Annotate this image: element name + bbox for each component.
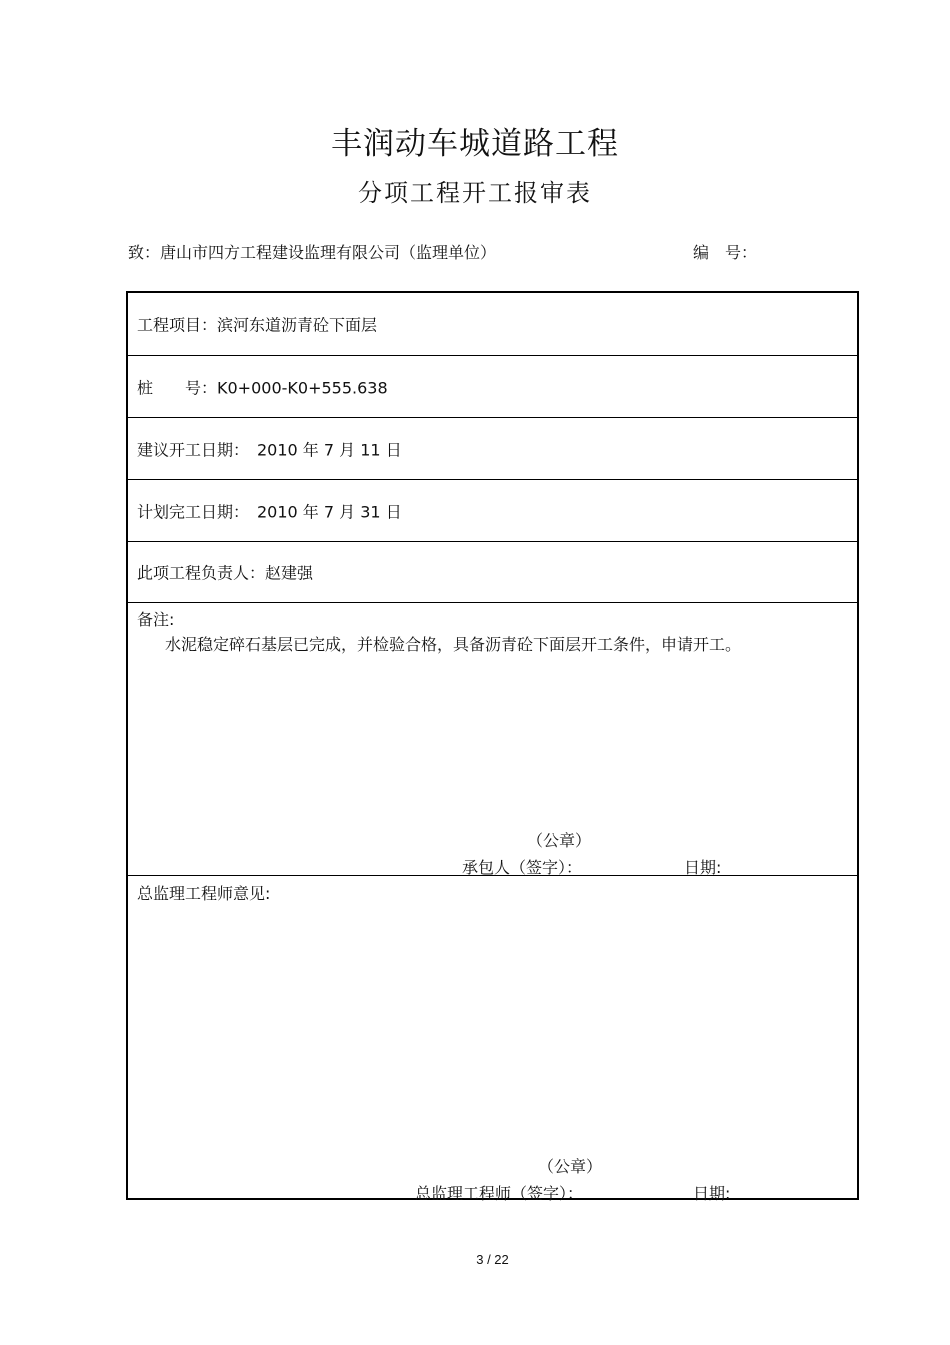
manager-row <box>128 542 857 603</box>
project-field: 工程项目：滨河东道沥青砼下面层 <box>137 315 378 335</box>
supervisor-opinion-section <box>128 876 857 1203</box>
page-number: 3 / 22 <box>476 1252 509 1267</box>
contractor-seal-label: （公章） <box>527 831 592 850</box>
end-date-row <box>128 480 857 542</box>
project-row <box>128 293 857 356</box>
supervisor-seal-label: （公章） <box>538 1157 603 1176</box>
contractor-date-label: 日期: <box>684 858 722 877</box>
start-date-field: 建议开工日期： 2010 年 7 月 11 日 <box>137 440 402 459</box>
remarks-section <box>128 603 857 876</box>
station-field: 桩 号：K0+000-K0+555.638 <box>137 378 388 397</box>
remarks-label: 备注: <box>137 610 175 629</box>
contractor-signature-label: 承包人（签字）： <box>462 858 583 877</box>
supervisor-date-label: 日期: <box>693 1184 731 1203</box>
remarks-text: 水泥稳定碎石基层已完成，并检验合格，具备沥青砼下面层开工条件，申请开工。 <box>165 635 742 654</box>
form-subtitle: 分项工程开工报审表 <box>358 179 592 207</box>
document-title: 丰润动车城道路工程 <box>331 126 619 162</box>
end-date-field: 计划完工日期： 2010 年 7 月 31 日 <box>137 502 402 521</box>
supervisor-signature-label: 总监理工程师（签字）： <box>415 1184 584 1203</box>
supervisor-opinion-label: 总监理工程师意见: <box>137 884 271 903</box>
start-date-row <box>128 418 857 480</box>
station-row <box>128 356 857 418</box>
manager-field: 此项工程负责人：赵建强 <box>137 563 314 583</box>
approval-form-table <box>126 291 859 1203</box>
serial-number-label: 编 号： <box>693 243 758 262</box>
recipient-line: 致：唐山市四方工程建设监理有限公司（监理单位） <box>128 243 497 262</box>
